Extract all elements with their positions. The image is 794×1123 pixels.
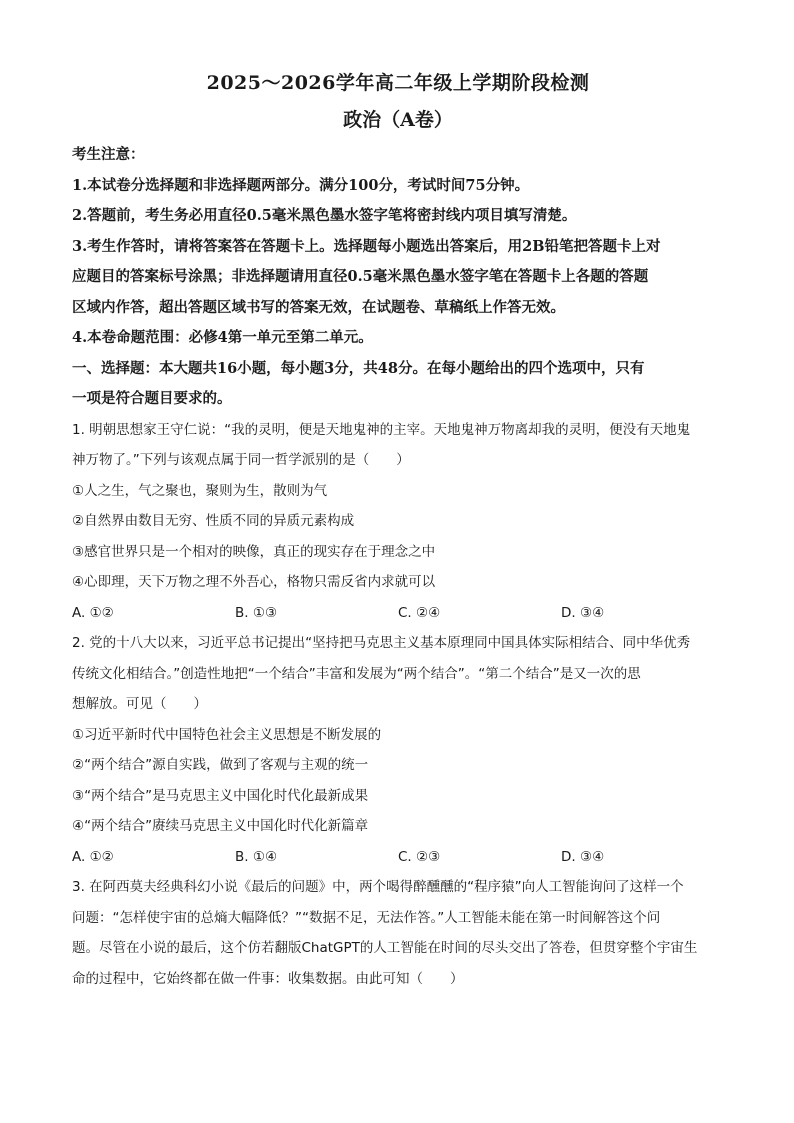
question-stem-line: 题。尽管在小说的最后，这个仿若翻版ChatGPT的人工智能在时间的尽头交出了答卷，但贯穿整个宇宙生 — [72, 940, 698, 956]
option-a: A. ①② — [72, 848, 114, 865]
notice-item: 2.答题前，考生务必用直径0.5毫米黑色墨水签字笔将密封线内项目填写清楚。 — [72, 207, 577, 224]
option-d: D. ③④ — [561, 848, 605, 865]
notice-item: 1.本试卷分选择题和非选择题两部分。满分100分，考试时间75分钟。 — [72, 176, 530, 194]
answer-options — [72, 842, 724, 873]
notice-block — [72, 140, 724, 354]
question-stem-line: 3. 在阿西莫夫经典科幻小说《最后的问题》中，两个喝得醉醺醺的“程序猿”向人工智能询问了这样一个 — [72, 879, 684, 895]
statement: ④“两个结合”赓续马克思主义中国化时代化新篇章 — [72, 818, 369, 834]
exam-subtitle: 政治（A卷） — [343, 109, 453, 131]
question-stem-line: 问题：“怎样使宇宙的总熵大幅降低？”“数据不足，无法作答。”人工智能未能在第一时间解答这个问 — [72, 909, 661, 926]
statement: ①人之生，气之聚也，聚则为生，散则为气 — [72, 482, 328, 499]
notice-heading: 考生注意： — [72, 146, 145, 163]
option-d: D. ③④ — [561, 604, 605, 621]
section-line: 一项是符合题目要求的。 — [72, 390, 232, 407]
statement: ④心即理，天下万物之理不外吾心，格物只需反省内求就可以 — [72, 574, 436, 590]
question-stem-line: 命的过程中，它始终都在做一件事：收集数据。由此可知（ ） — [72, 970, 464, 987]
question-stem-line: 1. 明朝思想家王守仁说：“我的灵明，便是天地鬼神的主宰。天地鬼神万物离却我的灵明，便没有天地鬼 — [72, 421, 691, 438]
option-b: B. ①③ — [235, 604, 278, 621]
question-1 — [72, 415, 724, 629]
option-a: A. ①② — [72, 604, 114, 621]
question-stem-line: 想解放。可见（ ） — [72, 696, 207, 712]
statement: ③“两个结合”是马克思主义中国化时代化最新成果 — [72, 787, 369, 804]
section-line: 一、选择题：本大题共16小题，每小题3分，共48分。在每小题给出的四个选项中，只有 — [72, 359, 645, 377]
exam-title: 2025～2026学年高二年级上学期阶段检测 — [206, 72, 590, 94]
notice-item: 3.考生作答时，请将答案答在答题卡上。选择题每小题选出答案后，用2B铅笔把答题卡上对 — [72, 237, 661, 255]
option-c: C. ②③ — [398, 848, 441, 865]
section-heading — [72, 354, 724, 415]
question-3 — [72, 872, 724, 994]
notice-item: 应题目的答案标号涂黑；非选择题请用直径0.5毫米黑色墨水签字笔在答题卡上各题的答题 — [72, 268, 649, 285]
exam-page — [72, 62, 724, 994]
question-2 — [72, 628, 724, 872]
option-b: B. ①④ — [235, 848, 278, 865]
notice-item: 区域内作答，超出答题区域书写的答案无效，在试题卷、草稿纸上作答无效。 — [72, 298, 565, 316]
notice-item: 4.本卷命题范围：必修4第一单元至第二单元。 — [72, 329, 373, 346]
option-c: C. ②④ — [398, 604, 441, 621]
statement: ③感官世界只是一个相对的映像，真正的现实存在于理念之中 — [72, 543, 436, 560]
question-stem-line: 传统文化相结合。”创造性地把“一个结合”丰富和发展为“两个结合”。“第二个结合”是又一次的思 — [72, 665, 641, 682]
answer-options — [72, 598, 724, 629]
question-stem-line: 神万物了。”下列与该观点属于同一哲学派别的是（ ） — [72, 452, 410, 468]
statement: ②“两个结合”源自实践，做到了客观与主观的统一 — [72, 757, 369, 773]
question-stem-line: 2. 党的十八大以来，习近平总书记提出“坚持把马克思主义基本原理同中国具体实际相结合、同中华优秀 — [72, 635, 691, 651]
statement: ①习近平新时代中国特色社会主义思想是不断发展的 — [72, 726, 382, 743]
statement: ②自然界由数目无穷、性质不同的异质元素构成 — [72, 513, 355, 529]
